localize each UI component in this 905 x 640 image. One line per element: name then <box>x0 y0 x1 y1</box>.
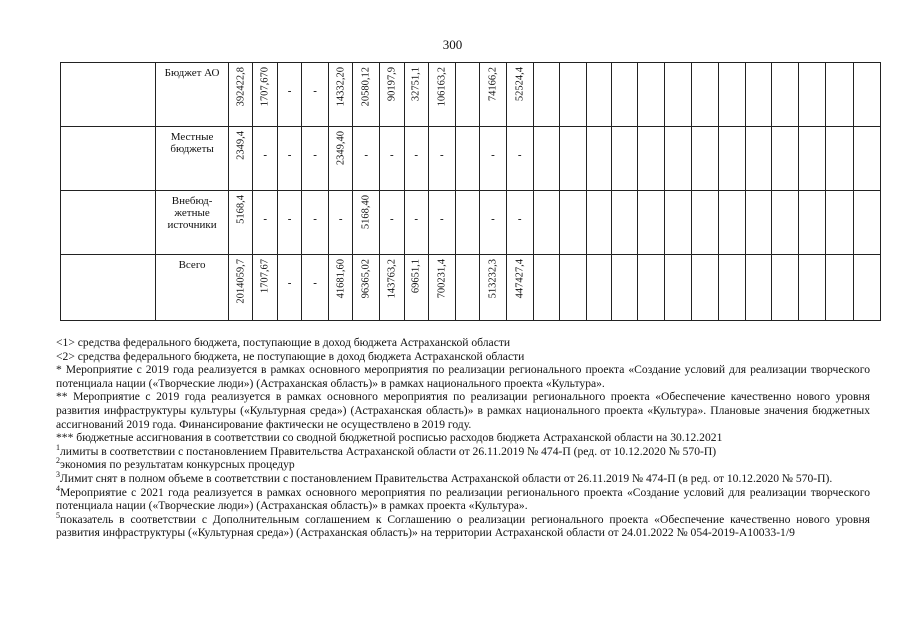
value-cell <box>533 191 560 255</box>
footnotes <box>56 336 870 540</box>
value-cell <box>506 255 533 321</box>
amount-value: 106163,2 <box>436 67 448 107</box>
footnote <box>56 472 870 486</box>
footnote <box>56 483 870 513</box>
empty-value-dash: - <box>287 149 292 161</box>
value-cell <box>455 255 479 321</box>
empty-value-dash: - <box>263 213 267 225</box>
empty-value-dash: - <box>313 213 317 225</box>
footnote-text: *** бюджетные ассигнования в соответствии со сводной бюджетной росписью расходов бюджета Астраханской области на 30.12.2021 <box>56 431 723 445</box>
value-cell <box>380 191 404 255</box>
empty-value-dash: - <box>390 213 394 225</box>
value-cell <box>329 127 353 191</box>
budget-table <box>60 62 881 321</box>
value-cell <box>380 63 404 127</box>
value-cell <box>638 63 665 127</box>
value-cell <box>277 63 301 127</box>
blank-cell <box>61 255 156 321</box>
value-cell <box>638 127 665 191</box>
value-cell <box>277 127 301 191</box>
footnote-text: <2> средства федерального бюджета, не поступающие в доход бюджета Астраханской области <box>56 349 525 363</box>
value-cell <box>560 127 587 191</box>
value-cell <box>691 63 718 127</box>
footnote <box>56 431 870 445</box>
value-cell <box>772 127 799 191</box>
value-cell <box>404 127 428 191</box>
value-cell <box>302 63 329 127</box>
empty-value-dash: - <box>313 149 317 161</box>
value-cell <box>611 127 638 191</box>
value-cell <box>665 63 692 127</box>
empty-value-dash: - <box>517 213 522 225</box>
value-cell <box>506 191 533 255</box>
page-number: 300 <box>442 37 463 52</box>
blank-cell <box>61 127 156 191</box>
value-cell <box>480 191 507 255</box>
amount-value: 2014059,7 <box>235 259 247 304</box>
footnote <box>56 442 870 459</box>
footnote-text: ** Мероприятие с 2019 года реализуется в рамках основного мероприятия по реализации регионального проекта «Обеспечение качественно нового уровня развития инфраструктуры культуры («Культурная среда») (Астраханская область)» в рамках национального проекта «Культура». Плановые значения бюджетных ассигнований 2019 года. Финансирование фактически не осуществлено в 2019 году. <box>56 390 870 431</box>
value-cell <box>799 255 826 321</box>
amount-value: 14332,20 <box>335 67 347 107</box>
amount-value: 52524,4 <box>514 67 526 102</box>
value-cell <box>404 63 428 127</box>
footnote <box>56 336 870 350</box>
value-cell <box>506 63 533 127</box>
value-cell <box>638 255 665 321</box>
empty-value-dash: - <box>439 149 444 161</box>
footnote <box>56 458 870 472</box>
value-cell <box>229 191 253 255</box>
value-cell <box>480 255 507 321</box>
footnote-text: * Мероприятие с 2019 года реализуется в рамках основного мероприятия по реализации регионального проекта «Создание условий для реализации творческого потенциала нации («Творческие люди») (Астраханская область)» в рамках национального проекта «Культура». <box>56 363 870 390</box>
value-cell <box>560 63 587 127</box>
amount-value: 41681,60 <box>335 259 347 299</box>
amount-value: 447427,4 <box>514 259 526 299</box>
value-cell <box>745 255 772 321</box>
amount-value: 69651,1 <box>410 259 422 294</box>
value-cell <box>302 191 329 255</box>
value-cell <box>253 255 277 321</box>
empty-value-dash: - <box>287 213 292 225</box>
amount-value: 1707,670 <box>259 67 271 107</box>
funding-source-label: Внебюд- жетные источники <box>156 191 229 255</box>
value-cell <box>404 255 428 321</box>
amount-value: 392422,8 <box>235 67 247 107</box>
value-cell <box>455 127 479 191</box>
value-cell <box>799 191 826 255</box>
empty-value-dash: - <box>439 213 444 225</box>
footnote-marker: 2 <box>56 456 60 466</box>
empty-value-dash: - <box>491 213 495 225</box>
value-cell <box>772 63 799 127</box>
footnote <box>56 363 870 390</box>
value-cell <box>480 127 507 191</box>
value-cell <box>718 63 745 127</box>
value-cell <box>611 191 638 255</box>
amount-value: 2349,40 <box>335 131 347 166</box>
funding-source-label: Всего <box>156 255 229 321</box>
value-cell <box>587 127 611 191</box>
value-cell <box>825 255 853 321</box>
value-cell <box>404 191 428 255</box>
value-cell <box>611 255 638 321</box>
value-cell <box>853 191 880 255</box>
value-cell <box>277 255 301 321</box>
empty-value-dash: - <box>313 85 317 97</box>
empty-value-dash: - <box>287 85 292 97</box>
amount-value: 74166,2 <box>487 67 499 102</box>
value-cell <box>428 255 455 321</box>
value-cell <box>277 191 301 255</box>
value-cell <box>853 127 880 191</box>
footnote <box>56 510 870 540</box>
value-cell <box>772 255 799 321</box>
value-cell <box>428 127 455 191</box>
table-row <box>61 191 881 255</box>
value-cell <box>587 191 611 255</box>
table-row <box>61 63 881 127</box>
value-cell <box>691 127 718 191</box>
footnote-marker: 3 <box>56 470 60 480</box>
value-cell <box>253 63 277 127</box>
amount-value: 5168,4 <box>235 195 247 224</box>
value-cell <box>718 191 745 255</box>
table-row <box>61 127 881 191</box>
value-cell <box>329 191 353 255</box>
footnote-marker: 5 <box>56 510 60 520</box>
value-cell <box>533 127 560 191</box>
empty-value-dash: - <box>364 149 369 161</box>
footnote-text: показатель в соответствии с Дополнительным соглашением к Соглашению о реализации регионального проекта «Обеспечение качественно нового уровня развития инфраструктуры («Культурная среда») (Астраханская область)» на территории Астраханской области от 24.01.2022 № 054-2019-А10033-1/9 <box>56 512 870 540</box>
footnote-marker: 4 <box>56 483 60 493</box>
footnote-text: Лимит снят в полном объеме в соответствии с постановлением Правительства Астраханской области от 26.11.2019 № 474-П (в ред. от 10.12.2020 № 570-П). <box>60 471 833 485</box>
value-cell <box>665 127 692 191</box>
value-cell <box>506 127 533 191</box>
empty-value-dash: - <box>414 213 419 225</box>
value-cell <box>560 191 587 255</box>
value-cell <box>718 255 745 321</box>
value-cell <box>329 255 353 321</box>
value-cell <box>745 191 772 255</box>
value-cell <box>611 63 638 127</box>
value-cell <box>745 63 772 127</box>
value-cell <box>455 63 479 127</box>
value-cell <box>428 63 455 127</box>
footnote-text: Мероприятие с 2021 года реализуется в рамках основного мероприятия по реализации регионального проекта «Создание условий для реализации творческого потенциала нации («Творческие люди») (Астраханская область)» в рамках проекта «Культура». <box>56 485 870 513</box>
amount-value: 90197,9 <box>386 67 398 102</box>
amount-value: 20580,12 <box>360 67 372 107</box>
footnote-marker: 1 <box>56 442 60 452</box>
amount-value: 2349,4 <box>235 131 247 160</box>
value-cell <box>665 191 692 255</box>
value-cell <box>480 63 507 127</box>
amount-value: 143763,2 <box>386 259 398 299</box>
value-cell <box>718 127 745 191</box>
value-cell <box>799 63 826 127</box>
footnote-text: <1> средства федерального бюджета, поступающие в доход бюджета Астраханской области <box>56 336 511 349</box>
value-cell <box>329 63 353 127</box>
value-cell <box>799 127 826 191</box>
empty-value-dash: - <box>414 149 419 161</box>
amount-value: 96365,02 <box>360 259 372 299</box>
value-cell <box>665 255 692 321</box>
blank-cell <box>61 191 156 255</box>
value-cell <box>825 127 853 191</box>
empty-value-dash: - <box>313 277 317 289</box>
value-cell <box>428 191 455 255</box>
value-cell <box>853 255 880 321</box>
value-cell <box>229 255 253 321</box>
value-cell <box>229 127 253 191</box>
funding-source-label: Бюджет АО <box>156 63 229 127</box>
value-cell <box>587 255 611 321</box>
value-cell <box>353 127 380 191</box>
value-cell <box>638 191 665 255</box>
value-cell <box>353 191 380 255</box>
value-cell <box>587 63 611 127</box>
empty-value-dash: - <box>263 149 267 161</box>
amount-value: 513232,3 <box>487 259 499 299</box>
empty-value-dash: - <box>287 277 292 289</box>
amount-value: 700231,4 <box>436 259 448 299</box>
empty-value-dash: - <box>517 149 522 161</box>
value-cell <box>772 191 799 255</box>
value-cell <box>353 255 380 321</box>
footnote <box>56 390 870 431</box>
value-cell <box>691 255 718 321</box>
footnote-text: экономия по результатам конкурсных процедур <box>60 458 295 472</box>
table-row <box>61 255 881 321</box>
value-cell <box>825 191 853 255</box>
amount-value: 32751,1 <box>410 67 422 102</box>
value-cell <box>533 63 560 127</box>
amount-value: 5168,40 <box>360 195 372 230</box>
value-cell <box>229 63 253 127</box>
value-cell <box>745 127 772 191</box>
value-cell <box>825 63 853 127</box>
value-cell <box>380 127 404 191</box>
value-cell <box>853 63 880 127</box>
value-cell <box>533 255 560 321</box>
value-cell <box>253 127 277 191</box>
blank-cell <box>61 63 156 127</box>
empty-value-dash: - <box>338 213 343 225</box>
footnote <box>56 350 870 364</box>
empty-value-dash: - <box>491 149 495 161</box>
value-cell <box>560 255 587 321</box>
value-cell <box>455 191 479 255</box>
value-cell <box>253 191 277 255</box>
funding-source-label: Местные бюджеты <box>156 127 229 191</box>
value-cell <box>302 255 329 321</box>
value-cell <box>691 191 718 255</box>
footnote-text: лимиты в соответствии с постановлением Правительства Астраханской области от 26.11.2019 № 474-П (ред. от 10.12.2020 № 570-П) <box>60 444 717 458</box>
empty-value-dash: - <box>390 149 394 161</box>
value-cell <box>302 127 329 191</box>
value-cell <box>353 63 380 127</box>
amount-value: 1707,67 <box>259 259 271 294</box>
value-cell <box>380 255 404 321</box>
